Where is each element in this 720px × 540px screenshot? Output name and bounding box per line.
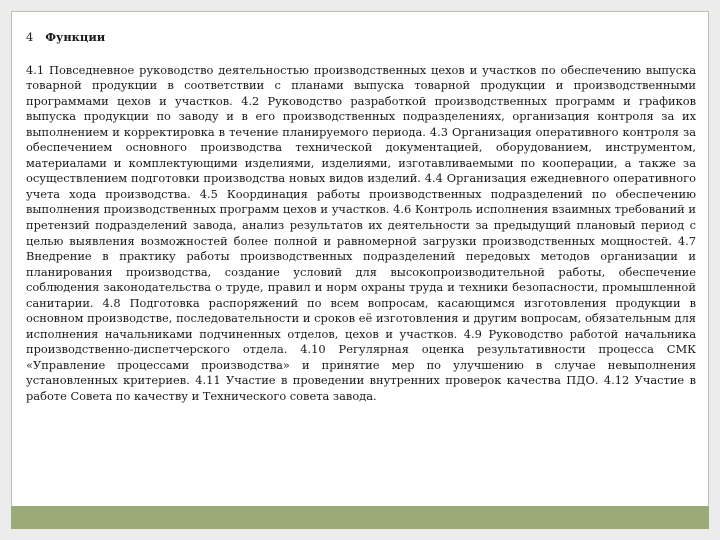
slide-content [26, 30, 696, 405]
section-number: 4 [26, 30, 34, 44]
bottom-accent-bar [11, 506, 709, 529]
section-title: Функции [45, 30, 106, 44]
body-paragraph: 4.1 Повседневное руководство деятельностью производственных цехов и участков по обеспечению выпуска товарной продукции в соответствии с планами выпуска товарной продукции и производственными программами цехов и участков. 4.2 Руководство разработкой производственных программ и графиков выпуска продукции по заводу и в его производственных подразделениях, организация контроля за их выполнением и корректировка в течение планируемого периода. 4.3 Организация оперативного контроля за обеспечением основного производства технической документацией, оборудованием, инструментом, материалами и комплектующими изделиями, изделиями, изготавливаемыми по кооперации, а также за осуществлением подготовки производства новых видов изделий. 4.4 Организация ежедневного оперативного учета хода производства. 4.5 Координация работы производственных подразделений по обеспечению выполнения производственных программ цехов и участков. 4.6 Контроль исполнения взаимных требований и претензий подразделений завода, анализ результатов их деятельности за предыдущий плановый период с целью выявления возможностей более полной и равномерной загрузки производственных мощностей. 4.7 Внедрение в практику работы производственных подразделений передовых методов организации и планирования производства, создание условий для высокопроизводительной работы, обеспечение соблюдения законодательства о труде, правил и норм охраны труда и техники безопасности, промышленной санитарии. 4.8 Подготовка распоряжений по всем вопросам, касающимся изготовления продукции в основном производстве, последовательности и сроков её изготовления и другим вопросам, обязательным для исполнения начальниками подчиненных отделов, цехов и участков. 4.9 Руководство работой начальника производственно-диспетчерского отдела. 4.10 Регулярная оценка результативности процесса СМК «Управление процессами производства» и принятие мер по улучшению в случае невыполнения установленных критериев. 4.11 Участие в проведении внутренних проверок качества ПДО. 4.12 Участие в работе Совета по качеству и Технического совета завода. [26, 62, 696, 404]
section-heading [26, 30, 696, 46]
